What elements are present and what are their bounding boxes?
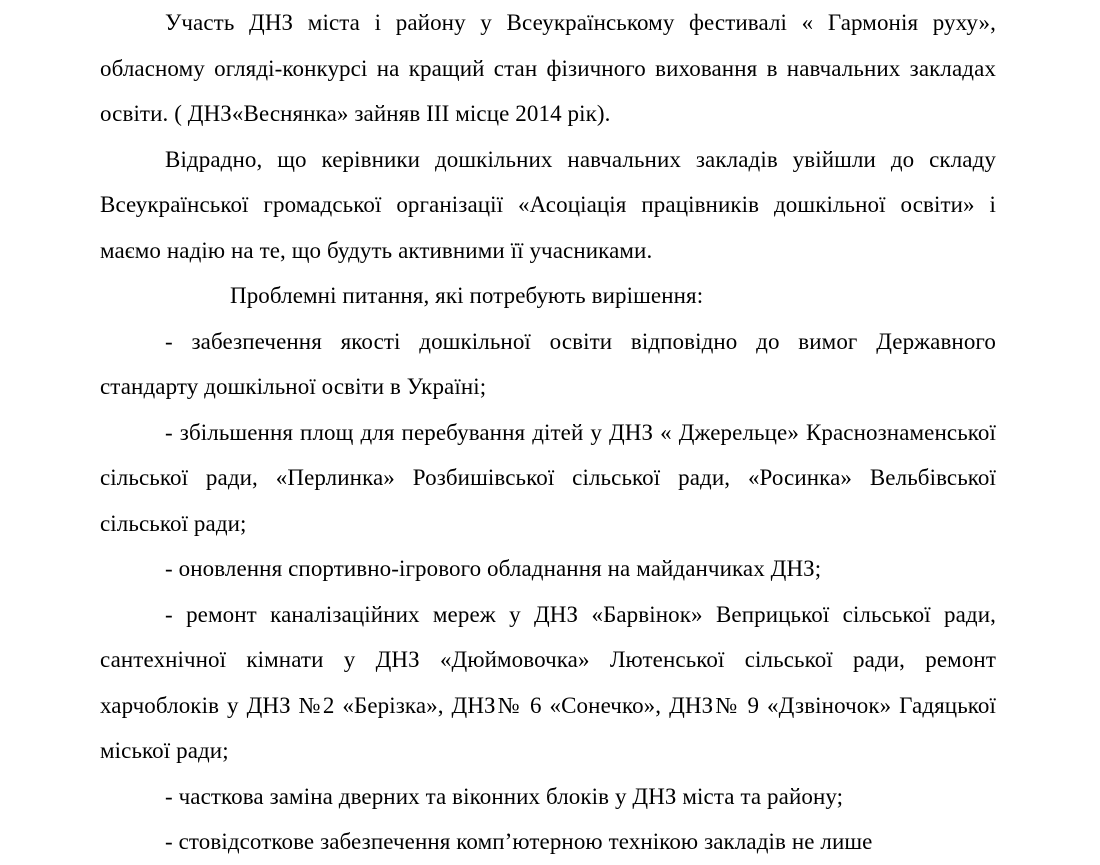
list-item-sports-equipment: - оновлення спортивно-ігрового обладнання на майданчиках ДНЗ; [165, 556, 822, 581]
paragraph-problems-heading: Проблемні питання, які потребують вирішення: [230, 283, 704, 308]
list-item-area-increase: - збільшення площ для перебування дітей у ДНЗ « Джерельце» Краснознаменської сільської ради, «Перлинка» Розбишівської сільської ради, «Росинка» Вельбівської сільської ради; [100, 419, 996, 536]
list-item-quality: - забезпечення якості дошкільної освіти відповідно до вимог Державного стандарту дошкільної освіти в Україні; [100, 328, 996, 399]
list-item-repairs: - ремонт каналізаційних мереж у ДНЗ «Барвінок» Веприцької сільської ради, сантехнічної кімнати у ДНЗ «Дюймовочка» Лютенської сільської ради, ремонт харчоблоків у ДНЗ №2 «Берізка», ДНЗ№ 6 «Сонечко», ДНЗ№ 9 «Дзвіночок» Гадяцької міської ради; [100, 601, 996, 763]
list-item-computers: - стовідсоткове забезпечення комп’ютерною технікою закладів не лише [165, 829, 873, 854]
paragraph-festival: Участь ДНЗ міста і району у Всеукраїнському фестивалі « Гармонія руху», обласному огляді-конкурсі на кращий стан фізичного виховання в навчальних закладах освіти. ( ДНЗ«Веснянка» зайняв ІІІ місце 2014 рік). [100, 10, 996, 126]
list-item-doors-windows: - часткова заміна дверних та віконних блоків у ДНЗ міста та району; [165, 783, 844, 809]
document-text [100, 0, 996, 865]
paragraph-association: Відрадно, що керівники дошкільних навчальних закладів увійшли до складу Всеукраїнської громадської організації «Асоціація працівників дошкільної освіти» і маємо надію на те, що будуть активними її учасниками. [100, 146, 996, 263]
